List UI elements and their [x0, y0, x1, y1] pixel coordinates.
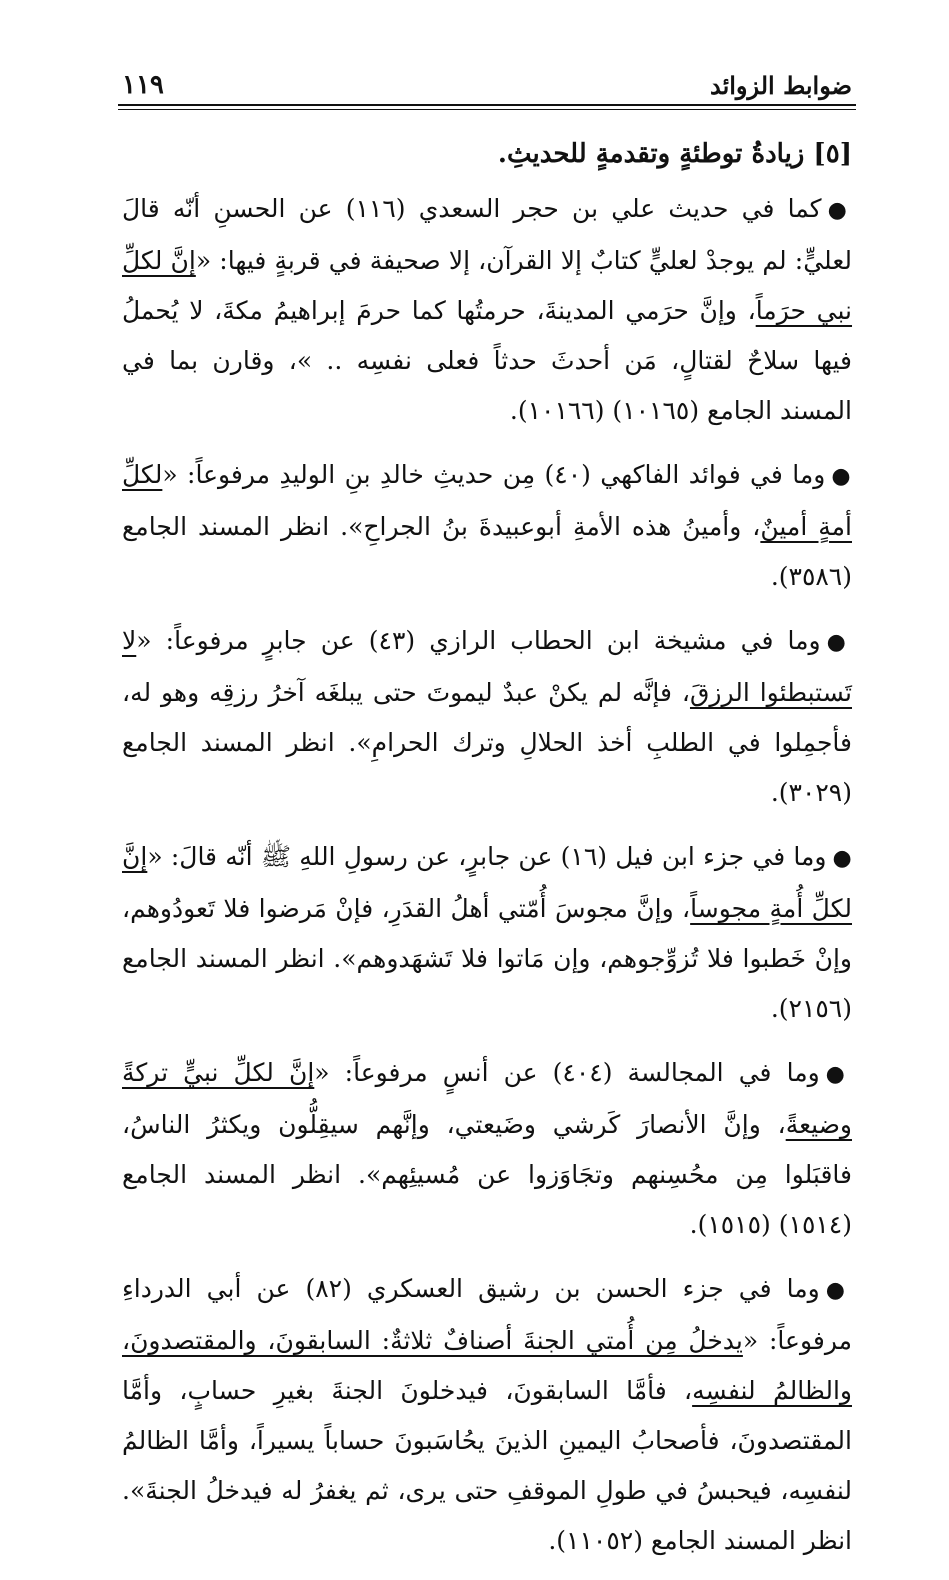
underlined-hadith: إنَّ لكلِّ نبي حرَماً: [122, 246, 853, 325]
bullet-icon: ●: [825, 1278, 852, 1303]
bullet-icon: ●: [825, 1062, 852, 1087]
book-page: [118, 60, 856, 1580]
paragraph-text: ، فأمَّا السابقونَ، فيدخلونَ الجنةَ بغيرِ حسابٍ، وأمَّا المقتصدونَ، فأصحابُ اليمينِ الذينَ يحُاسَبونَ حساباً يسيراً، وأمَّا الظالمُ لنفسِه، فيحبسُ في طولِ الموقفِ حتى يرى، ثم يغفرُ له فيدخلُ الجنةَ». انظر المسند الجامع (١١٠٥٢).: [122, 1376, 852, 1555]
paragraph-text: ، وإنَّ الأنصارَ كَرشي وضَيعتي، وإنَّهم سيقِلُّون ويكثرُ الناسُ، فاقبَلوا مِن محُسِنهم وتجَاوَزوا عن مُسيئِهم». انظر المسند الجامع (١٥١٤) (١٥١٥).: [122, 1110, 852, 1239]
paragraph-text: ، فإنَّه لم يكنْ عبدٌ ليموتَ حتى يبلغَه آخرُ رزقِه وهو له، فأجمِلوا في الطلبِ أخذ الحلالِ وترك الحرامِ». انظر المسند الجامع (٣٠٢٩).: [122, 678, 852, 807]
paragraph-3: [118, 616, 856, 818]
underlined-hadith: لكلِّ أمةٍ أمينٌ: [122, 460, 852, 541]
paragraph-text: ، وإنَّ حرَمي المدينةَ، حرمتُها كما حرمَ إبراهيمُ مكةَ، لا يُحملُ فيها سلاحٌ لقتالٍ، مَن أحدثَ حدثاً فعلى نفسِه .. »، وقارن بما في المسند الجامع (١٠١٦٥) (١٠١٦٦).: [122, 296, 852, 425]
paragraph-1: [118, 184, 856, 436]
paragraph-text: وما في جزء ابن فيل (١٦) عن جابرٍ، عن رسولِ اللهِ ﷺ أنّه قالَ: «: [147, 842, 827, 871]
underlined-hadith: لا تَستبطئوا الرزقَ: [122, 626, 852, 707]
section-title: [٥] زيادةُ توطئةٍ وتقدمةٍ للحديثِ.: [497, 139, 852, 169]
page-number: ١١٩: [122, 70, 164, 100]
bullet-icon: ●: [831, 464, 852, 489]
paragraph-text: ، وإنَّ مجوسَ أُمّتي أهلُ القدَرِ، فإنْ مَرضوا فلا تَعودُوهم، وإنْ خَطبوا فلا تُزوِّجوهم، وإن مَاتوا فلا تَشهَدوهم». انظر المسند الجامع (٢١٥٦).: [122, 894, 852, 1023]
running-title: ضوابط الزوائد: [709, 71, 852, 100]
header-rule: [118, 104, 856, 106]
paragraph-2: [118, 450, 856, 602]
paragraph-text: وما في جزء الحسن بن رشيق العسكري (٨٢) عن أبي الدرداءِ مرفوعاً: «: [122, 1274, 853, 1355]
header-rule-thin: [118, 109, 856, 110]
bullet-icon: ●: [826, 630, 852, 655]
paragraph-text: وما في مشيخة ابن الحطاب الرازي (٤٣) عن جابرٍ مرفوعاً: «: [136, 626, 821, 655]
page-header: [118, 60, 856, 100]
paragraph-5: [118, 1048, 856, 1250]
paragraph-text: ، وأمينُ هذه الأمةِ أبوعبيدةَ بنُ الجراحِ». انظر المسند الجامع (٣٥٨٦).: [122, 512, 852, 591]
paragraph-4: [118, 832, 856, 1034]
paragraph-text: كما في حديث علي بن حجر السعدي (١١٦) عن الحسنِ أنّه قالَ لعليٍّ: لم يوجدْ لعليٍّ كتابٌ إلا القرآن، إلا صحيفة في قربةٍ فيها: «: [122, 194, 852, 275]
paragraph-list: [118, 184, 856, 1566]
bullet-icon: ●: [827, 198, 853, 223]
underlined-hadith: إنَّ لكلِّ أُمةٍ مجوساً: [122, 842, 852, 923]
underlined-hadith: يدخلُ مِن أُمتي الجنةَ أصنافٌ ثلاثةٌ: السابقونَ، والمقتصدونَ، والظالمُ لنفسِه: [122, 1326, 852, 1405]
paragraph-6: [118, 1264, 856, 1566]
paragraph-text: وما في فوائد الفاكهي (٤٠) مِن حديثِ خالدِ بنِ الوليدِ مرفوعاً: «: [162, 460, 826, 489]
underlined-hadith: إنَّ لكلِّ نبيٍّ تركةً وضيعةً: [122, 1058, 852, 1139]
paragraph-text: وما في المجالسة (٤٠٤) عن أنسٍ مرفوعاً: «: [314, 1058, 820, 1087]
bullet-icon: ●: [832, 846, 852, 871]
